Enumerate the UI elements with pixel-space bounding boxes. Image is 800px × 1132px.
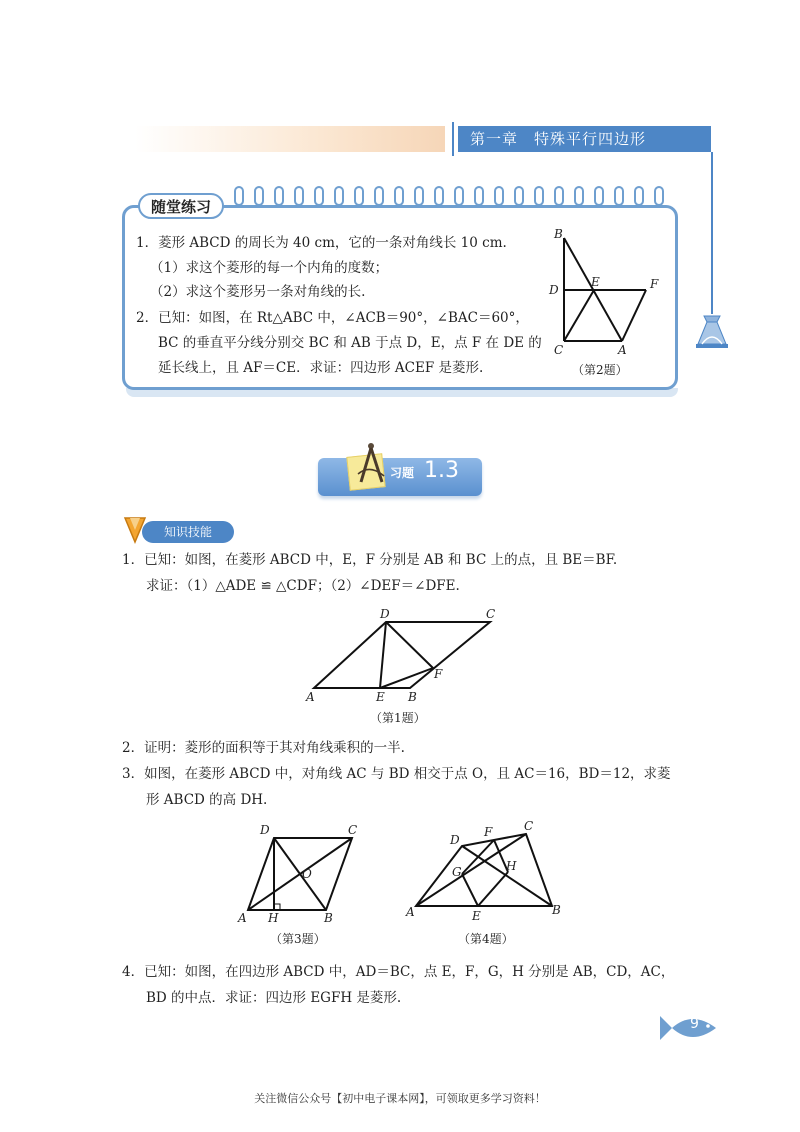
ring-icon (354, 186, 364, 206)
fig1-label-A: A (306, 690, 315, 704)
ring-icon (274, 186, 284, 206)
q4-figure (400, 818, 570, 948)
q2-text: 2．证明：菱形的面积等于其对角线乘积的一半. (122, 740, 405, 756)
fig1-label-E: E (376, 690, 385, 704)
fish-icon (658, 1008, 720, 1048)
q4-line2: BD 的中点．求证：四边形 EGFH 是菱形. (146, 990, 402, 1006)
fig4-label-A: A (406, 905, 415, 919)
ring-icon (334, 186, 344, 206)
fig1-label-F: F (434, 667, 443, 681)
fig3-label-A: A (238, 911, 247, 925)
q4-figure-caption: （第4题） (458, 932, 514, 946)
fig-label-C: C (554, 343, 564, 357)
ring-icon (294, 186, 304, 206)
ring-icon (234, 186, 244, 206)
q3-line2: 形 ABCD 的高 DH. (146, 792, 268, 808)
fig4-label-F: F (484, 825, 493, 839)
ring-icon (614, 186, 624, 206)
practice-q1-part1: （1）求这个菱形的每一个内角的度数； (150, 260, 389, 276)
practice-q1: 1．菱形 ABCD 的周长为 40 cm，它的一条对角线长 10 cm. (136, 235, 507, 251)
ring-icon (414, 186, 424, 206)
ring-icon (514, 186, 524, 206)
skills-tag: 知识技能 (142, 521, 234, 543)
ring-icon (594, 186, 604, 206)
exercise-label: 习题 (390, 466, 415, 480)
fig4-label-E: E (472, 909, 481, 923)
q1-line2: 求证：（1）△ADE ≌ △CDF；（2）∠DEF＝∠DFE. (146, 578, 460, 594)
fig3-label-O: O (302, 867, 312, 881)
q4-line1: 4．已知：如图，在四边形 ABCD 中，AD＝BC，点 E，F，G，H 分别是 AB，CD，AC， (122, 964, 675, 980)
practice-figure (540, 226, 670, 386)
footer-note: 关注微信公众号【初中电子课本网】，可领取更多学习资料！ (254, 1092, 546, 1105)
fig4-label-D: D (450, 833, 460, 847)
compass-icon (356, 440, 386, 486)
fig3-label-B: B (324, 911, 333, 925)
practice-figure-caption: （第2题） (572, 363, 628, 377)
q3-line1: 3．如图，在菱形 ABCD 中，对角线 AC 与 BD 相交于点 O，且 AC＝16，BD＝12，求菱 (122, 766, 671, 782)
header-divider (452, 122, 454, 156)
ring-icon (374, 186, 384, 206)
q3-figure (228, 818, 368, 948)
ring-icon (254, 186, 264, 206)
fig3-label-C: C (348, 823, 358, 837)
header-side-line (711, 152, 713, 307)
q1-figure (300, 604, 510, 729)
ring-icon (474, 186, 484, 206)
practice-q2-line2: BC 的垂直平分线分别交 BC 和 AB 于点 D，E，点 F 在 DE 的 (158, 335, 542, 351)
q1-figure-caption: （第1题） (370, 711, 426, 725)
fig1-label-C: C (486, 607, 496, 621)
fig4-label-G: G (452, 865, 462, 879)
fig4-label-H: H (506, 859, 517, 873)
fig-label-E: E (591, 275, 600, 289)
fig1-label-D: D (380, 607, 390, 621)
ring-icon (654, 186, 664, 206)
fig-label-D: D (549, 283, 559, 297)
fig3-label-D: D (260, 823, 270, 837)
practice-q1-part2: （2）求这个菱形另一条对角线的长. (150, 284, 366, 300)
fig1-label-B: B (408, 690, 417, 704)
ring-icon (454, 186, 464, 206)
fig-label-B: B (554, 227, 563, 241)
chapter-title: 第一章 特殊平行四边形 (458, 126, 711, 152)
practice-q2-line1: 2．已知：如图，在 Rt△ABC 中，∠ACB＝90°，∠BAC＝60°， (136, 310, 529, 326)
fig-label-A: A (618, 343, 627, 357)
ring-icon (574, 186, 584, 206)
fig-label-F: F (650, 277, 659, 291)
exercise-number: 1.3 (424, 458, 459, 483)
fig4-label-B: B (552, 903, 561, 917)
ring-icon (634, 186, 644, 206)
q3-figure-caption: （第3题） (270, 932, 326, 946)
practice-tab: 随堂练习 (138, 193, 224, 219)
fig3-label-H: H (268, 911, 279, 925)
ring-icon (494, 186, 504, 206)
ring-icon (554, 186, 564, 206)
ring-icon (534, 186, 544, 206)
fig4-label-C: C (524, 819, 534, 833)
ring-icon (394, 186, 404, 206)
page-number: 9 (690, 1016, 699, 1032)
ring-icon (314, 186, 324, 206)
ring-icon (434, 186, 444, 206)
practice-q2-line3: 延长线上，且 AF＝CE．求证：四边形 ACEF 是菱形. (158, 360, 484, 376)
q1-line1: 1．已知：如图，在菱形 ABCD 中，E，F 分别是 AB 和 BC 上的点，且 BE＝BF. (122, 552, 618, 568)
header-decoration (135, 126, 445, 152)
tower-icon (690, 300, 734, 352)
